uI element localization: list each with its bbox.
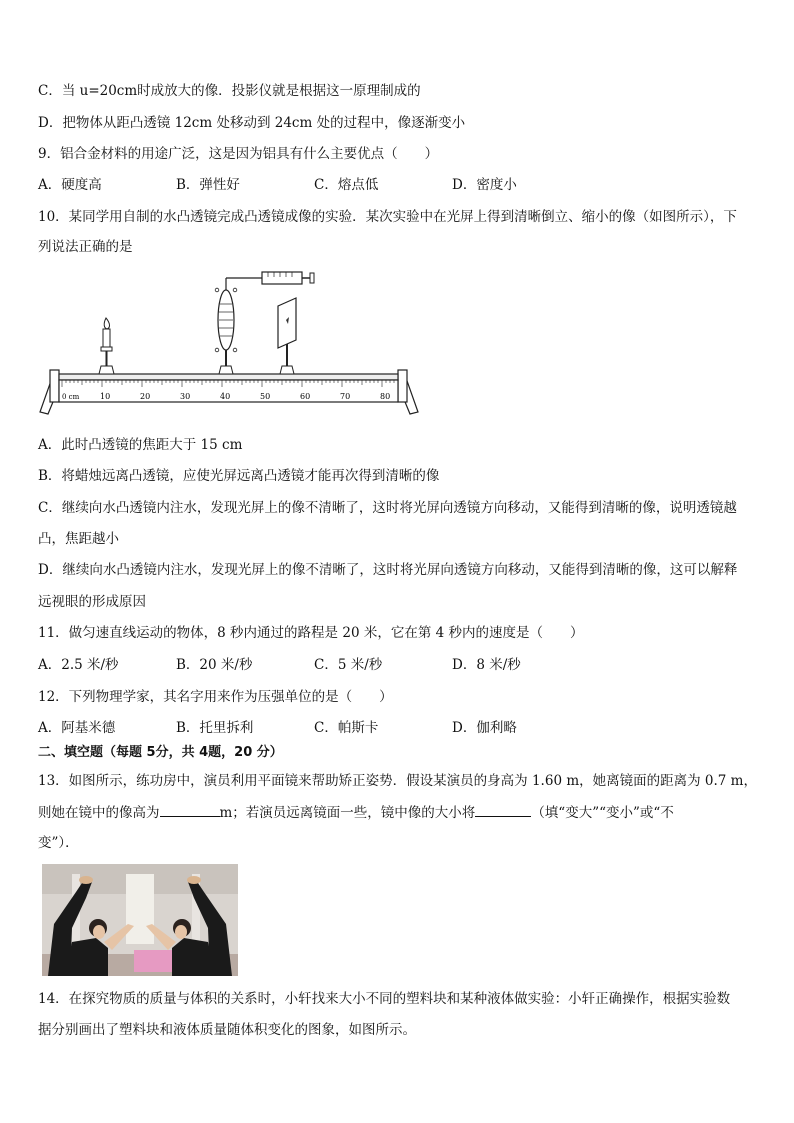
q9-option-b: B．弹性好 [176,177,240,193]
q10-option-d-line1: D．继续向水凸透镜内注水，发现光屏上的像不清晰了，这时将光屏向透镜方向移动，又能得到清晰的像，这可以解释 [38,562,738,578]
screen-panel [278,298,296,348]
scale-label-80: 80 [380,392,391,401]
lens-base [219,366,233,374]
q10-stem-line2: 列说法正确的是 [38,239,133,255]
q13-blank-1[interactable] [160,802,220,817]
q9-options [38,175,738,195]
dancers-mirror-photo [42,864,238,976]
section-heading-fill-in: 二、填空题（每题 5分，共 4题，20 分） [38,745,283,760]
left-dancer-shoe [79,876,93,884]
bench-right-post [398,370,407,402]
q13-text-c: （填“变大”“变小”或“不 [531,805,674,821]
right-dancer-shoe [187,876,201,884]
scale-label-70: 70 [340,392,351,401]
q9-option-c: C．熔点低 [314,177,379,193]
syringe [262,272,314,284]
q11-option-d: D．8 米/秒 [452,657,521,673]
q10-option-a: A．此时凸透镜的焦距大于 15 cm [38,437,243,453]
q11-stem: 11．做匀速直线运动的物体，8 秒内通过的路程是 20 米，它在第 4 秒内的速度是（ ） [38,625,584,641]
q12-option-d: D．伽利略 [452,720,517,736]
scale-label-20: 20 [140,392,151,401]
screen-base [280,366,294,374]
q9-option-a: A．硬度高 [38,177,102,193]
q14-stem-line2: 据分别画出了塑料块和液体质量随体积变化的图象，如图所示。 [38,1022,416,1038]
scale-label-0: 0 cm [62,393,80,401]
pink-mat [134,950,178,972]
q10-option-b: B．将蜡烛远离凸透镜，应使光屏远离凸透镜才能再次得到清晰的像 [38,468,440,484]
q13-text-b: m；若演员远离镜面一些，镜中像的大小将 [219,805,476,821]
q13-stem-line3: 变”）． [38,835,79,851]
q10-stem-line1: 10．某同学用自制的水凸透镜完成凸透镜成像的实验．某次实验中在光屏上得到清晰倒立、缩小的像（如图所示），下 [38,209,737,225]
q12-option-b: B．托里拆利 [176,720,254,736]
q8-option-d: D．把物体从距凸透镜 12cm 处移动到 24cm 处的过程中，像逐渐变小 [38,115,466,131]
candle-flame [104,318,109,329]
q8-option-c: C．当 u=20cm时成放大的像．投影仪就是根据这一原理制成的 [38,83,421,99]
q12-options [38,718,738,738]
candle-holder [101,347,112,351]
q10-option-d-line2: 远视眼的形成原因 [38,594,146,610]
q11-option-b: B．20 米/秒 [176,657,253,673]
scale-label-40: 40 [220,392,231,401]
q10-option-c-line2: 凸，焦距越小 [38,531,119,547]
q11-options [38,655,738,675]
light-screen [278,298,296,374]
q13-stem-line1: 13．如图所示，练功房中，演员利用平面镜来帮助矫正姿势．假设某演员的身高为 1.60 m，她离镜面的距离为 0.7 m， [38,773,757,789]
candle-body [103,329,110,347]
q13-text-a: 则她在镜中的像高为 [38,805,160,821]
q12-stem: 12．下列物理学家，其名字用来作为压强单位的是（ ） [38,689,393,705]
scale-label-10: 10 [100,392,111,401]
candle-base [99,366,114,374]
q14-stem-line1: 14．在探究物质的质量与体积的关系时，小轩找来大小不同的塑料块和某种液体做实验：小轩正确操作，根据实验数 [38,991,731,1007]
q13-blank-2[interactable] [475,802,531,817]
q9-option-d: D．密度小 [452,177,517,193]
scale-label-50: 50 [260,392,271,401]
q12-option-c: C．帕斯卡 [314,720,379,736]
syringe-handle [310,273,314,283]
q11-option-a: A．2.5 米/秒 [38,657,119,673]
water-lens [215,278,262,374]
q9-stem: 9．铝合金材料的用途广泛，这是因为铝具有什么主要优点（ ） [38,146,439,162]
q13-stem-line2 [38,802,674,823]
q11-option-c: C．5 米/秒 [314,657,383,673]
optical-bench-figure [34,262,424,422]
bench-left-post [50,370,59,402]
candle [99,318,114,374]
scale-label-30: 30 [180,392,191,401]
q10-option-c-line1: C．继续向水凸透镜内注水，发现光屏上的像不清晰了，这时将光屏向透镜方向移动，又能得到清晰的像，说明透镜越 [38,500,737,516]
bench-rail-top [59,374,398,380]
mirror-frame [126,874,154,944]
scale-label-60: 60 [300,392,311,401]
q12-option-a: A．阿基米德 [38,720,116,736]
